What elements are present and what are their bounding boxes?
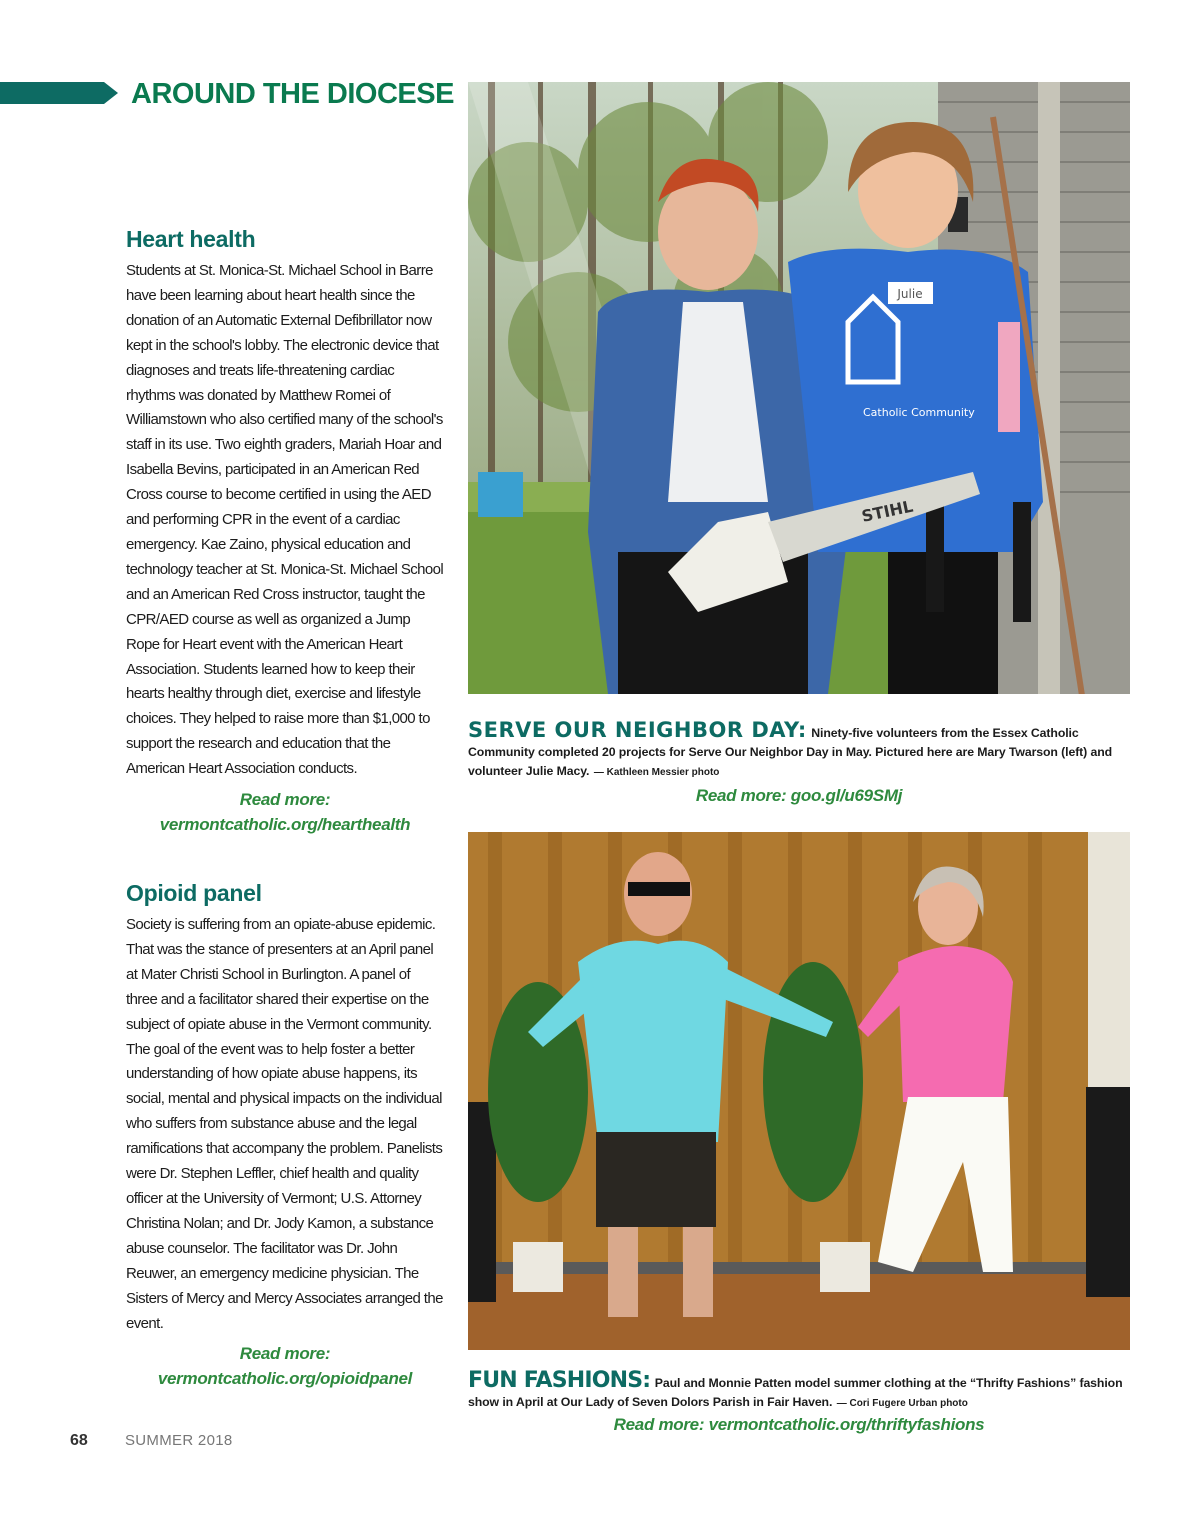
photo-credit: — Kathleen Messier photo: [593, 767, 720, 778]
article-headline: Heart health: [126, 226, 256, 252]
read-more-link[interactable]: vermontcatholic.org/opioidpanel: [157, 1369, 413, 1389]
caption-body: Ninety-five volunteers from the Essex Catholic Community completed 20 projects for Serve Our Neighbor Day in May. Pictured here are Mary Twarson (left) and volunteer Julie Macy.: [468, 726, 1113, 778]
read-more-link[interactable]: vermontcatholic.org/hearthealth: [159, 815, 411, 835]
article-opioid-panel: [126, 880, 444, 1391]
caption-body: Paul and Monnie Patten model summer clothing at the “Thrifty Fashions” fashion show in April at Our Lady of Seven Dolors Parish in Fair Haven.: [468, 1376, 1123, 1409]
section-title: AROUND THE DIOCESE: [131, 78, 454, 110]
article-heart-health: [126, 226, 444, 837]
photo-fun-fashions: [468, 832, 1130, 1350]
article-body: Students at St. Monica-St. Michael School in Barre have been learning about heart health since the donation of an Automatic External Defibrillator now kept in the school's lobby. The electronic device that diagnoses and treats life-threatening cardiac rhythms was donated by Matthew Romei of Williamstown who also certified many of the school's staff in its use. Two eighth graders, Mariah Hoar and Isabella Bevins, participated in an American Red Cross course to become certified in using the AED and performing CPR in the event of a cardiac emergency. Kae Zaino, physical education and technology teacher at St. Monica-St. Michael School and an American Red Cross instructor, taught the CPR/AED course as well as organized a Jump Rope for Heart event with the American Heart Association. Students learned how to keep their hearts healthy through diet, exercise and lifestyle choices. They helped to raise more than $1,000 to support the research and education that the American Heart Association conducts.: [126, 262, 444, 778]
photo-caption-2: [468, 1368, 1130, 1412]
photo-credit: — Cori Fugere Urban photo: [836, 1398, 968, 1409]
issue-label: SUMMER 2018: [125, 1432, 233, 1449]
photo-caption-1: [468, 718, 1130, 781]
saw-text: STIHL: [859, 496, 915, 526]
article-body: Society is suffering from an opiate-abuse epidemic. That was the stance of presenters at an April panel at Mater Christi School in Burlington. A panel of three and a facilitator shared their expertise on the subject of opiate abuse in the Vermont community. The goal of the event was to help foster a better understanding of how opiate abuse happens, its social, mental and physical impacts on the individual who suffers from substance abuse and the legal ramifications that accompany the problem. Panelists were Dr. Stephen Leffler, chief health and quality officer at the University of Vermont; U.S. Attorney Christina Nolan; and Dr. Jody Kamon, a substance abuse counselor. The facilitator was Dr. John Reuwer, an emergency medicine physician. The Sisters of Mercy and Mercy Associates arranged the event.: [126, 916, 443, 1332]
shirt-text: Catholic Community: [863, 406, 975, 419]
read-more-label: Read more:: [239, 1344, 331, 1364]
photo-serve-our-neighbor: [468, 82, 1130, 694]
article-headline: Opioid panel: [126, 880, 262, 906]
photo-read-more-link[interactable]: Read more: goo.gl/u69SMj: [695, 786, 903, 805]
caption-heading: FUN FASHIONS:: [468, 1368, 651, 1393]
name-tag-text: Julie: [897, 287, 923, 301]
page-number: 68: [70, 1432, 88, 1449]
section-banner-arrow: [0, 82, 118, 104]
caption-heading: SERVE OUR NEIGHBOR DAY:: [468, 718, 807, 742]
read-more-label: Read more:: [239, 790, 331, 810]
photo-read-more-link[interactable]: Read more: vermontcatholic.org/thriftyfashions: [613, 1415, 985, 1434]
